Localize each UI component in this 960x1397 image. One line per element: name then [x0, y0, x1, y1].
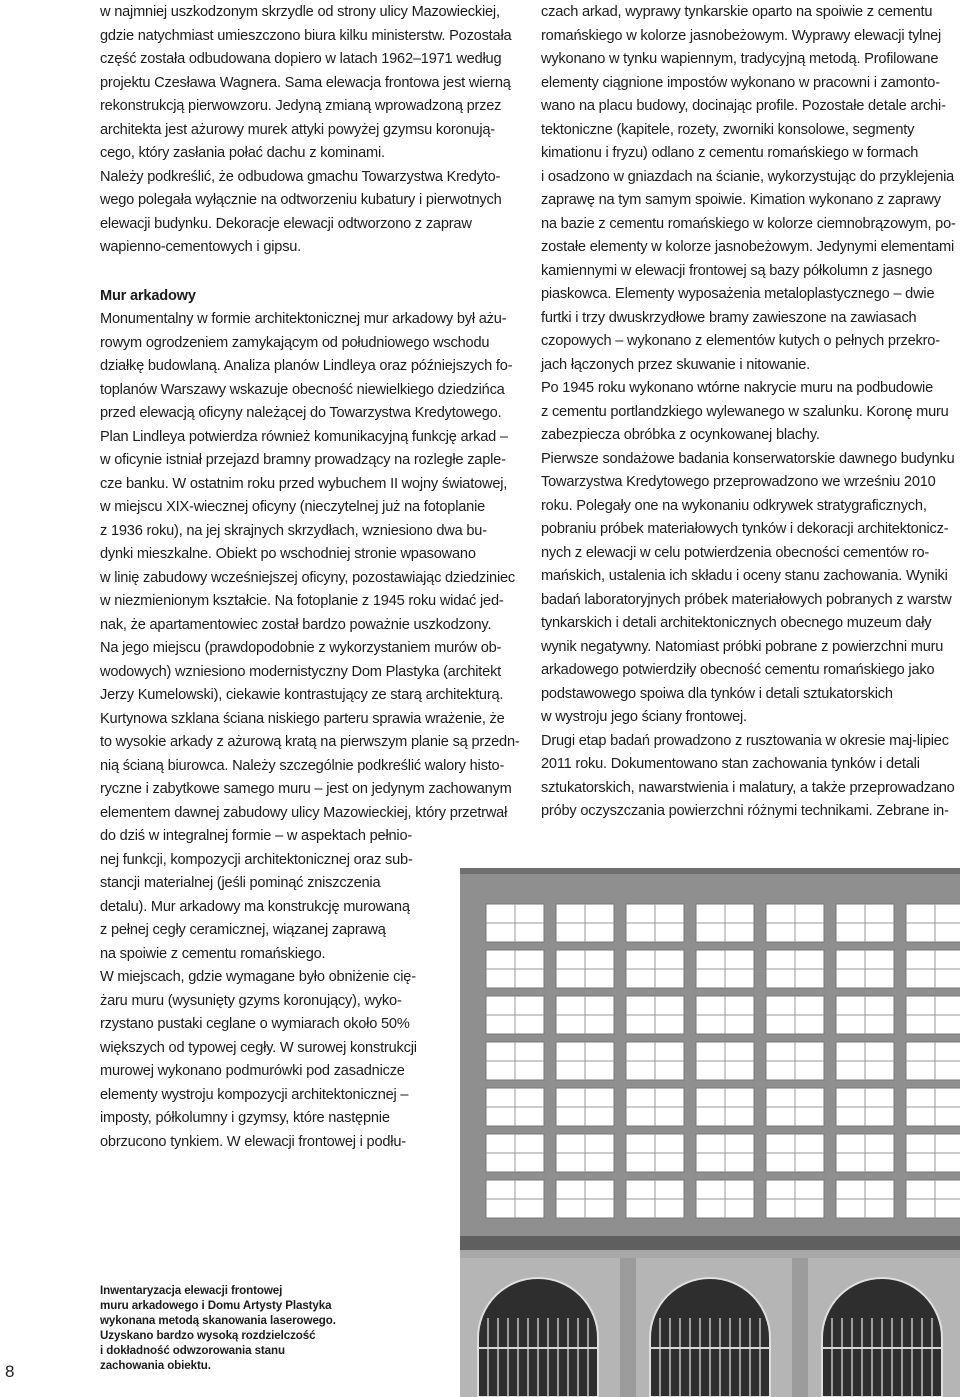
text-line: elementy wystroju kompozycji architektonicznej – — [100, 1086, 409, 1103]
figure-caption — [100, 1283, 400, 1374]
text-line: Monumentalny w formie architektonicznej mur arkadowy był ażu- — [100, 311, 507, 327]
text-line: rzystano pustaki ceglane o wymiarach około 50% — [100, 1016, 410, 1032]
text-line: na bazie z cementu romańskiego w kolorze ciemnobrązowym, po- — [541, 215, 956, 232]
text-line: Należy podkreślić, że odbudowa gmachu Towarzystwa Kredyto- — [100, 168, 501, 185]
left-text-column — [100, 1, 520, 1154]
text-line: arkadowego potwierdziły obecność cementu romańskiego jako — [541, 662, 935, 678]
text-line: w niezmienionym kształcie. Na fotoplanie z 1945 roku widać jed- — [100, 593, 504, 609]
text-line: to wysokie arkady z ażurową kratą na pierwszym planie są przedn- — [100, 734, 520, 750]
text-line: podstawowego spoiwa dla tynków i detali sztukatorskich — [541, 685, 893, 702]
text-line: ryczne i zabytkowe samego muru – jest on jedynym zachowanym — [100, 781, 512, 797]
text-line: w najmniej uszkodzonym skrzydle od strony ulicy Mazowieckiej, — [100, 4, 500, 20]
text-line: pobraniu próbek materiałowych tynków i dekoracji architektonicz- — [541, 521, 949, 537]
text-line: badań laboratoryjnych próbek materiałowych pobranych z warstw — [541, 591, 952, 608]
text-line: część została odbudowana dopiero w latach 1962–1971 według — [100, 51, 502, 67]
text-line: rekonstrukcją pierwowzoru. Jedyną zmianą wprowadzoną przez — [100, 98, 502, 114]
text-line: piaskowca. Elementy wyposażenia metaloplastycznego – dwie — [541, 286, 935, 302]
facade-laser-scan-image — [460, 858, 960, 1397]
text-line: w linię zabudowy wcześniejszej oficyny, pozostawiając dziedziniec — [100, 569, 516, 586]
text-line: stancji materialnej (jeśli pominąć zniszczenia — [100, 875, 381, 891]
text-line: jach łączonych przez skuwanie i nitowanie. — [541, 356, 811, 373]
text-line: nak, że apartamentowiec został bardzo poważnie uszkodzony. — [100, 616, 492, 633]
caption-line: zachowania obiektu. — [100, 1359, 211, 1373]
text-line: nych z elewacji w celu potwierdzenia obecności cementów ro- — [541, 544, 930, 561]
text-line: Jerzy Kumelowski), ciekawie kontrastujący ze starą architekturą. — [100, 687, 504, 703]
text-line: mańskich, ustalenia ich składu i oceny stanu zachowania. Wyniki — [541, 568, 948, 584]
text-line: wodowych) wzniesiono modernistyczny Dom Plastyka (architekt — [100, 663, 502, 680]
text-line: z 1936 roku), na jej skrajnych skrzydłach, wzniesiono dwa bu- — [100, 522, 487, 539]
caption-line: Uzyskano bardzo wysoką rozdzielczość — [100, 1329, 316, 1343]
text-line: w wystroju jego ściany frontowej. — [541, 709, 747, 725]
section-heading: Mur arkadowy — [100, 287, 196, 304]
text-line: i osadzono w gniazdach na ścianie, wykorzystując do przyklejenia — [541, 168, 955, 185]
text-line: na spoiwie z cementu romańskiego. — [100, 945, 326, 962]
text-line: Po 1945 roku wykonano wtórne nakrycie muru na podbudowie — [541, 380, 933, 396]
text-line: wano na placu budowy, docinając profile. Pozostałe detale archi- — [541, 98, 946, 114]
text-line: romańskiego w kolorze jasnobeżowym. Wyprawy elewacji tylnej — [541, 27, 942, 44]
right-text-column — [541, 1, 956, 824]
text-line: Na jego miejscu (prawdopodobnie z wykorzystaniem murów ob- — [100, 640, 502, 656]
text-line: wykonano w tynku wapiennym, tradycyjną metodą. Profilowane — [541, 51, 939, 67]
caption-line: Inwentaryzacja elewacji frontowej — [100, 1284, 283, 1297]
text-line: cego, który zasłania połać dachu z kominami. — [100, 145, 385, 161]
text-line: detalu). Mur arkadowy ma konstrukcję murowaną — [100, 898, 410, 915]
text-line: tynkarskich i detali architektonicznych obecnego muzeum dały — [541, 615, 932, 631]
text-line: wego polegała wyłącznie na odtworzeniu kubatury i pierwotnych — [100, 192, 502, 208]
text-line: Plan Lindleya potwierdza również komunikacyjną funkcję arkad – — [100, 428, 508, 445]
text-line: w oficynie istniał przejazd bramny prowadzący na rozległe zaple- — [100, 452, 506, 468]
text-line: czopowych – wykonano z elementów kutych o pełnych przekro- — [541, 333, 940, 349]
text-line: cze banku. W ostatnim roku przed wybuchem II wojny światowej, — [100, 475, 508, 492]
text-line: gdzie natychmiast umieszczono biura kilku ministerstw. Pozostała — [100, 27, 512, 44]
text-line: rowym ogrodzeniem zamykającym od południowego wschodu — [100, 334, 490, 351]
text-line: murowej wykonano podmurówki pod zasadnicze — [100, 1063, 405, 1079]
text-line: obrzucono tynkiem. W elewacji frontowej i podłu- — [100, 1133, 406, 1150]
text-line: nią ścianą biurowca. Należy szczególnie podkreślić walory histo- — [100, 757, 505, 774]
text-line: kimationu i fryzu) odlano z cementu romańskiego w formach — [541, 145, 919, 161]
text-line: sztukatorskich, nawarstwienia i malatury, a także przeprowadzano — [541, 779, 955, 796]
text-line: elementy ciągnione impostów wykonano w pracowni i zamonto- — [541, 74, 940, 91]
text-line: wynik negatywny. Natomiast próbki pobrane z powierzchni muru — [541, 638, 944, 655]
text-line: Drugi etap badań prowadzono z rusztowania w okresie maj-lipiec — [541, 732, 949, 749]
text-line: Towarzystwa Kredytowego przeprowadzono we wrześniu 2010 — [541, 474, 936, 490]
text-line: elementem dawnej zabudowy ulicy Mazowieckiej, który przetrwał — [100, 804, 508, 821]
text-line: kamiennymi w elewacji frontowej są bazy półkolumn z jasnego — [541, 262, 933, 279]
text-line: zaprawę na tym samym spoiwie. Kimation wykonano z zaprawy — [541, 192, 941, 208]
caption-line: wykonana metodą skanowania laserowego. — [100, 1314, 336, 1328]
text-line: większych od typowej cegły. W surowej konstrukcji — [100, 1039, 417, 1056]
text-line: dynki mieszkalne. Obiekt po wschodniej stronie wpasowano — [100, 546, 476, 562]
text-line: w miejscu XIX-wiecznej oficyny (nieczytelnej już na fotoplanie — [100, 499, 486, 515]
text-line: przed elewacją oficyny należącej do Towarzystwa Kredytowego. — [100, 405, 502, 421]
text-line: zostałe elementy w kolorze jasnobeżowym. Jedynymi elementami — [541, 239, 955, 255]
text-line: do dziś w integralnej formie – w aspektach pełnio- — [100, 828, 413, 844]
text-line: działkę budowlaną. Analiza planów Lindleya oraz późniejszych fo- — [100, 358, 513, 374]
text-line: czach arkad, wyprawy tynkarskie oparto na spoiwie z cementu — [541, 4, 933, 20]
page-number: 8 — [5, 1362, 15, 1381]
text-line: nej funkcji, kompozycji architektonicznej oraz sub- — [100, 851, 413, 868]
text-line: toplanów Warszawy wskazuje obecność niewielkiego dziedzińca — [100, 381, 505, 398]
text-line: Pierwsze sondażowe badania konserwatorskie dawnego budynku — [541, 450, 955, 467]
text-line: z cementu portlandzkiego wylewanego w szalunku. Koronę muru — [541, 403, 949, 420]
text-line: elewacji budynku. Dekoracje elewacji odtworzono z zapraw — [100, 215, 472, 232]
text-line: projektu Czesława Wagnera. Sama elewacja frontowa jest wierną — [100, 74, 511, 91]
text-line: żaru muru (wysunięty gzyms koronujący), wyko- — [100, 992, 402, 1009]
text-line: roku. Polegały one na wykonaniu odkrywek stratygraficznych, — [541, 497, 927, 514]
text-line: Kurtynowa szklana ściana niskiego parteru sprawia wrażenie, że — [100, 710, 505, 727]
text-line: z pełnej cegły ceramicznej, wiązanej zaprawą — [100, 922, 386, 938]
text-line: imposty, półkolumny i gzymsy, które następnie — [100, 1110, 390, 1126]
text-line: furtki i trzy dwuskrzydłowe bramy zawieszone na zawiasach — [541, 309, 917, 326]
text-line: W miejscach, gdzie wymagane było obniżenie cię- — [100, 969, 416, 985]
text-line: 2011 roku. Dokumentowano stan zachowania tynków i detali — [541, 756, 920, 772]
caption-line: i dokładność odwzorowania stanu — [100, 1344, 285, 1358]
caption-line: muru arkadowego i Domu Artysty Plastyka — [100, 1299, 332, 1313]
text-line: próby oczyszczania powierzchni różnymi technikami. Zebrane in- — [541, 803, 949, 819]
text-line: architekta jest ażurowy murek attyki powyżej gzymsu koronują- — [100, 121, 495, 138]
text-line: wapienno-cementowych i gipsu. — [100, 239, 302, 255]
text-line: tektoniczne (kapitele, rozety, zworniki konsolowe, segmenty — [541, 121, 915, 138]
text-line: zabezpiecza obróbka z ocynkowanej blachy. — [541, 427, 820, 443]
